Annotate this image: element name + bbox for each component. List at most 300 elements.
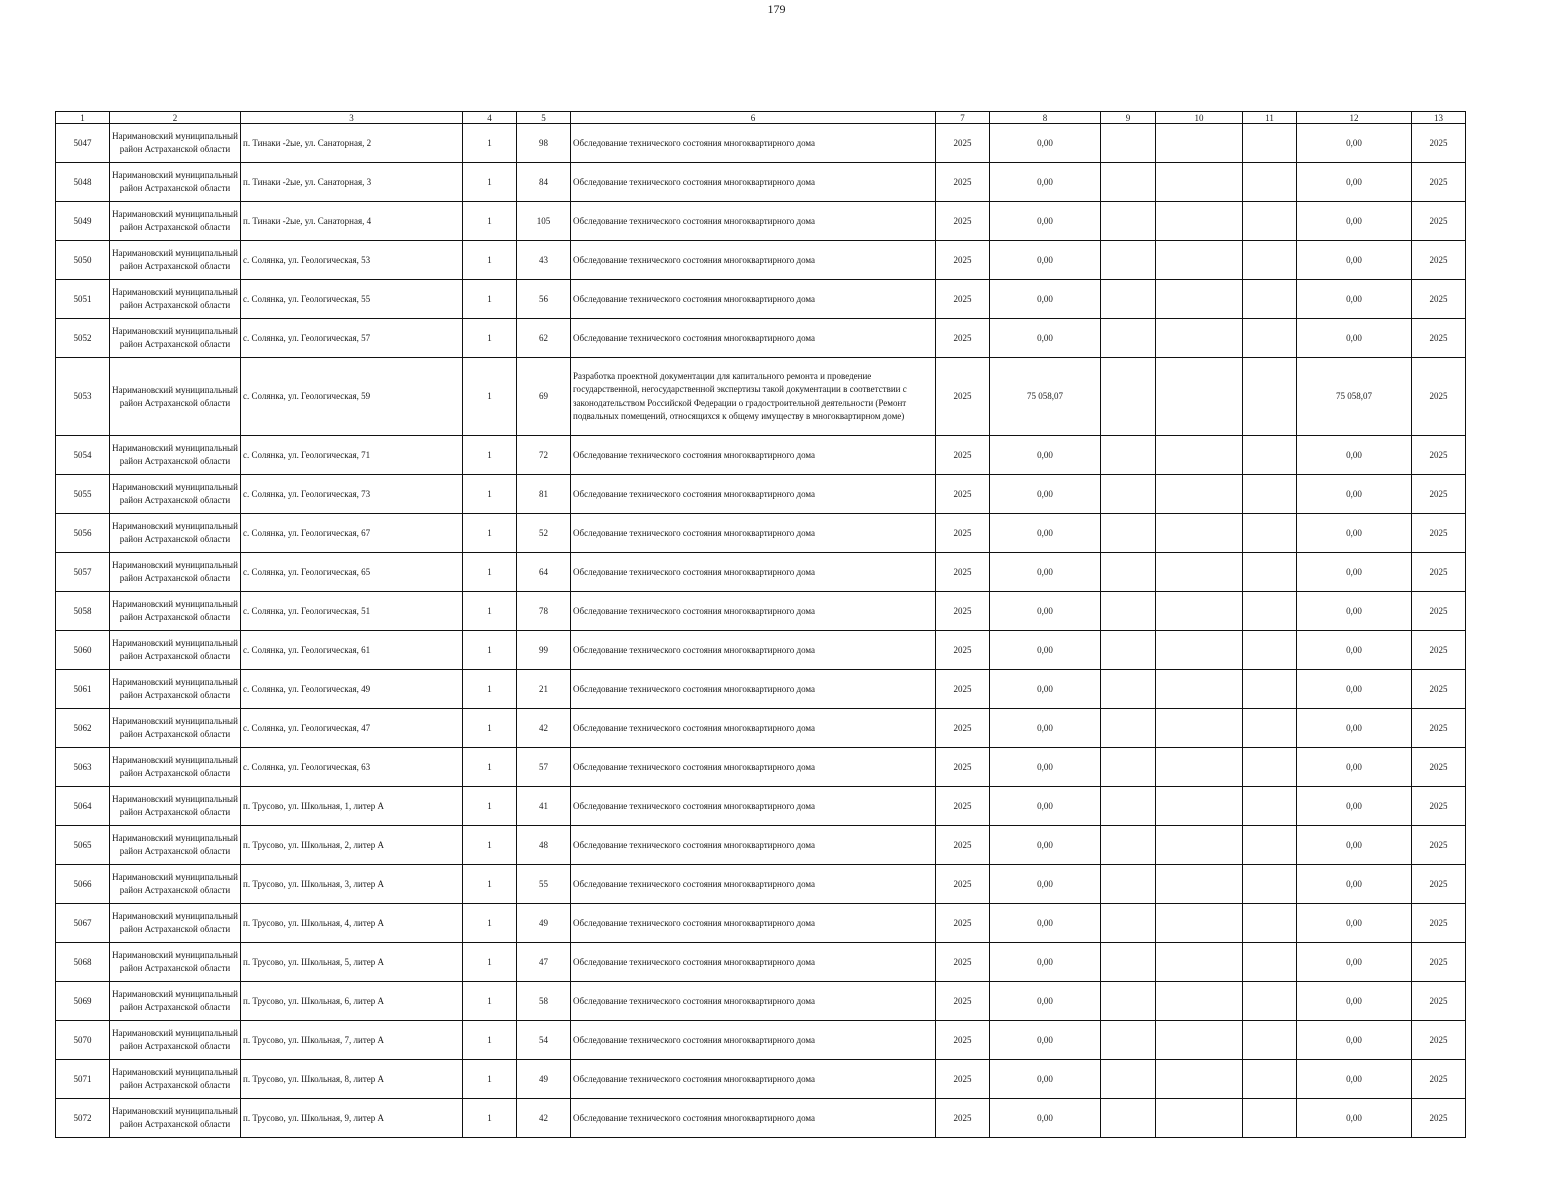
table-row bbox=[56, 514, 1466, 553]
year-cell: 2025 bbox=[936, 1021, 990, 1060]
table-row bbox=[56, 1021, 1466, 1060]
work-type-cell: Обследование технического состояния многоквартирного дома bbox=[571, 124, 936, 163]
municipality-cell: Наримановский муниципальный район Астраханской области bbox=[110, 1060, 241, 1099]
column-4-cell: 1 bbox=[463, 1021, 517, 1060]
column-12-cell: 0,00 bbox=[1297, 241, 1412, 280]
column-header: 1 bbox=[56, 112, 110, 124]
column-11-cell bbox=[1243, 1060, 1297, 1099]
column-header: 5 bbox=[517, 112, 571, 124]
column-10-cell bbox=[1156, 436, 1243, 475]
column-12-cell: 0,00 bbox=[1297, 553, 1412, 592]
year-cell: 2025 bbox=[936, 358, 990, 436]
address-cell: п. Тинаки -2ые, ул. Санаторная, 3 bbox=[241, 163, 463, 202]
municipality-cell: Наримановский муниципальный район Астраханской области bbox=[110, 748, 241, 787]
municipality-cell: Наримановский муниципальный район Астраханской области bbox=[110, 553, 241, 592]
municipality-cell: Наримановский муниципальный район Астраханской области bbox=[110, 319, 241, 358]
municipality-cell: Наримановский муниципальный район Астраханской области bbox=[110, 163, 241, 202]
row-number-cell: 5062 bbox=[56, 709, 110, 748]
address-cell: с. Солянка, ул. Геологическая, 63 bbox=[241, 748, 463, 787]
column-5-cell: 78 bbox=[517, 592, 571, 631]
column-12-cell: 0,00 bbox=[1297, 748, 1412, 787]
cost-cell: 0,00 bbox=[990, 631, 1101, 670]
cost-cell: 0,00 bbox=[990, 124, 1101, 163]
work-type-cell: Обследование технического состояния многоквартирного дома bbox=[571, 475, 936, 514]
table-row bbox=[56, 475, 1466, 514]
year-cell: 2025 bbox=[936, 514, 990, 553]
municipality-cell: Наримановский муниципальный район Астраханской области bbox=[110, 514, 241, 553]
column-4-cell: 1 bbox=[463, 592, 517, 631]
year-cell: 2025 bbox=[936, 592, 990, 631]
column-5-cell: 42 bbox=[517, 1099, 571, 1138]
municipality-cell: Наримановский муниципальный район Астраханской области bbox=[110, 826, 241, 865]
work-type-cell: Обследование технического состояния многоквартирного дома bbox=[571, 904, 936, 943]
column-header: 12 bbox=[1297, 112, 1412, 124]
column-header: 11 bbox=[1243, 112, 1297, 124]
row-number-cell: 5051 bbox=[56, 280, 110, 319]
row-number-cell: 5052 bbox=[56, 319, 110, 358]
column-4-cell: 1 bbox=[463, 904, 517, 943]
column-9-cell bbox=[1101, 436, 1156, 475]
column-4-cell: 1 bbox=[463, 202, 517, 241]
column-10-cell bbox=[1156, 631, 1243, 670]
work-type-cell: Обследование технического состояния многоквартирного дома bbox=[571, 748, 936, 787]
column-header: 7 bbox=[936, 112, 990, 124]
cost-cell: 0,00 bbox=[990, 1099, 1101, 1138]
year-cell: 2025 bbox=[936, 826, 990, 865]
year-cell: 2025 bbox=[936, 943, 990, 982]
column-12-cell: 0,00 bbox=[1297, 631, 1412, 670]
row-number-cell: 5065 bbox=[56, 826, 110, 865]
column-4-cell: 1 bbox=[463, 436, 517, 475]
cost-cell: 0,00 bbox=[990, 280, 1101, 319]
column-5-cell: 105 bbox=[517, 202, 571, 241]
column-13-cell: 2025 bbox=[1412, 631, 1466, 670]
table-row bbox=[56, 787, 1466, 826]
cost-cell: 0,00 bbox=[990, 241, 1101, 280]
column-5-cell: 81 bbox=[517, 475, 571, 514]
column-13-cell: 2025 bbox=[1412, 514, 1466, 553]
row-number-cell: 5054 bbox=[56, 436, 110, 475]
table-row bbox=[56, 709, 1466, 748]
column-10-cell bbox=[1156, 280, 1243, 319]
column-9-cell bbox=[1101, 865, 1156, 904]
column-11-cell bbox=[1243, 670, 1297, 709]
column-5-cell: 54 bbox=[517, 1021, 571, 1060]
year-cell: 2025 bbox=[936, 787, 990, 826]
column-13-cell: 2025 bbox=[1412, 358, 1466, 436]
column-11-cell bbox=[1243, 163, 1297, 202]
column-4-cell: 1 bbox=[463, 982, 517, 1021]
column-9-cell bbox=[1101, 553, 1156, 592]
column-9-cell bbox=[1101, 319, 1156, 358]
year-cell: 2025 bbox=[936, 904, 990, 943]
work-type-cell: Обследование технического состояния многоквартирного дома bbox=[571, 514, 936, 553]
column-12-cell: 0,00 bbox=[1297, 475, 1412, 514]
address-cell: п. Трусово, ул. Школьная, 8, литер А bbox=[241, 1060, 463, 1099]
work-type-cell: Обследование технического состояния многоквартирного дома bbox=[571, 865, 936, 904]
cost-cell: 0,00 bbox=[990, 826, 1101, 865]
row-number-cell: 5057 bbox=[56, 553, 110, 592]
column-5-cell: 84 bbox=[517, 163, 571, 202]
year-cell: 2025 bbox=[936, 436, 990, 475]
address-cell: с. Солянка, ул. Геологическая, 65 bbox=[241, 553, 463, 592]
address-cell: с. Солянка, ул. Геологическая, 67 bbox=[241, 514, 463, 553]
column-10-cell bbox=[1156, 514, 1243, 553]
column-10-cell bbox=[1156, 904, 1243, 943]
row-number-cell: 5058 bbox=[56, 592, 110, 631]
municipality-cell: Наримановский муниципальный район Астраханской области bbox=[110, 280, 241, 319]
column-11-cell bbox=[1243, 904, 1297, 943]
row-number-cell: 5067 bbox=[56, 904, 110, 943]
municipality-cell: Наримановский муниципальный район Астраханской области bbox=[110, 709, 241, 748]
cost-cell: 0,00 bbox=[990, 670, 1101, 709]
column-13-cell: 2025 bbox=[1412, 124, 1466, 163]
column-number-header-row bbox=[56, 112, 1466, 124]
column-header: 8 bbox=[990, 112, 1101, 124]
column-4-cell: 1 bbox=[463, 553, 517, 592]
address-cell: п. Трусово, ул. Школьная, 5, литер А bbox=[241, 943, 463, 982]
column-13-cell: 2025 bbox=[1412, 748, 1466, 787]
column-13-cell: 2025 bbox=[1412, 865, 1466, 904]
column-9-cell bbox=[1101, 709, 1156, 748]
column-11-cell bbox=[1243, 943, 1297, 982]
column-5-cell: 98 bbox=[517, 124, 571, 163]
address-cell: п. Тинаки -2ые, ул. Санаторная, 4 bbox=[241, 202, 463, 241]
table-row bbox=[56, 943, 1466, 982]
row-number-cell: 5056 bbox=[56, 514, 110, 553]
column-5-cell: 52 bbox=[517, 514, 571, 553]
work-type-cell: Обследование технического состояния многоквартирного дома bbox=[571, 787, 936, 826]
row-number-cell: 5070 bbox=[56, 1021, 110, 1060]
row-number-cell: 5049 bbox=[56, 202, 110, 241]
column-9-cell bbox=[1101, 1060, 1156, 1099]
year-cell: 2025 bbox=[936, 475, 990, 514]
year-cell: 2025 bbox=[936, 280, 990, 319]
column-12-cell: 0,00 bbox=[1297, 1021, 1412, 1060]
column-4-cell: 1 bbox=[463, 748, 517, 787]
column-9-cell bbox=[1101, 592, 1156, 631]
column-4-cell: 1 bbox=[463, 865, 517, 904]
cost-cell: 0,00 bbox=[990, 553, 1101, 592]
year-cell: 2025 bbox=[936, 1060, 990, 1099]
column-5-cell: 56 bbox=[517, 280, 571, 319]
cost-cell: 0,00 bbox=[990, 592, 1101, 631]
column-5-cell: 55 bbox=[517, 865, 571, 904]
column-12-cell: 75 058,07 bbox=[1297, 358, 1412, 436]
work-type-cell: Обследование технического состояния многоквартирного дома bbox=[571, 202, 936, 241]
column-10-cell bbox=[1156, 1021, 1243, 1060]
column-12-cell: 0,00 bbox=[1297, 124, 1412, 163]
column-header: 13 bbox=[1412, 112, 1466, 124]
cost-cell: 0,00 bbox=[990, 709, 1101, 748]
table-row bbox=[56, 553, 1466, 592]
year-cell: 2025 bbox=[936, 241, 990, 280]
column-11-cell bbox=[1243, 553, 1297, 592]
column-header: 3 bbox=[241, 112, 463, 124]
municipality-cell: Наримановский муниципальный район Астраханской области bbox=[110, 241, 241, 280]
column-4-cell: 1 bbox=[463, 514, 517, 553]
year-cell: 2025 bbox=[936, 982, 990, 1021]
works-table bbox=[55, 111, 1466, 1138]
column-13-cell: 2025 bbox=[1412, 553, 1466, 592]
column-4-cell: 1 bbox=[463, 943, 517, 982]
column-9-cell bbox=[1101, 1099, 1156, 1138]
column-10-cell bbox=[1156, 124, 1243, 163]
cost-cell: 0,00 bbox=[990, 904, 1101, 943]
column-9-cell bbox=[1101, 787, 1156, 826]
column-11-cell bbox=[1243, 280, 1297, 319]
column-10-cell bbox=[1156, 241, 1243, 280]
column-10-cell bbox=[1156, 865, 1243, 904]
column-13-cell: 2025 bbox=[1412, 982, 1466, 1021]
address-cell: с. Солянка, ул. Геологическая, 47 bbox=[241, 709, 463, 748]
cost-cell: 0,00 bbox=[990, 1021, 1101, 1060]
column-13-cell: 2025 bbox=[1412, 787, 1466, 826]
column-5-cell: 57 bbox=[517, 748, 571, 787]
column-11-cell bbox=[1243, 631, 1297, 670]
address-cell: с. Солянка, ул. Геологическая, 51 bbox=[241, 592, 463, 631]
column-13-cell: 2025 bbox=[1412, 163, 1466, 202]
column-10-cell bbox=[1156, 358, 1243, 436]
municipality-cell: Наримановский муниципальный район Астраханской области bbox=[110, 631, 241, 670]
table-row bbox=[56, 202, 1466, 241]
work-type-cell: Обследование технического состояния многоквартирного дома bbox=[571, 163, 936, 202]
column-11-cell bbox=[1243, 1021, 1297, 1060]
column-5-cell: 62 bbox=[517, 319, 571, 358]
column-9-cell bbox=[1101, 358, 1156, 436]
address-cell: с. Солянка, ул. Геологическая, 49 bbox=[241, 670, 463, 709]
work-type-cell: Обследование технического состояния многоквартирного дома bbox=[571, 319, 936, 358]
column-13-cell: 2025 bbox=[1412, 1021, 1466, 1060]
cost-cell: 0,00 bbox=[990, 163, 1101, 202]
municipality-cell: Наримановский муниципальный район Астраханской области bbox=[110, 124, 241, 163]
row-number-cell: 5047 bbox=[56, 124, 110, 163]
work-type-cell: Обследование технического состояния многоквартирного дома bbox=[571, 280, 936, 319]
address-cell: п. Трусово, ул. Школьная, 1, литер А bbox=[241, 787, 463, 826]
column-4-cell: 1 bbox=[463, 241, 517, 280]
page-number: 179 bbox=[767, 2, 786, 16]
column-header: 10 bbox=[1156, 112, 1243, 124]
column-11-cell bbox=[1243, 475, 1297, 514]
column-12-cell: 0,00 bbox=[1297, 943, 1412, 982]
work-type-cell: Обследование технического состояния многоквартирного дома bbox=[571, 241, 936, 280]
column-10-cell bbox=[1156, 163, 1243, 202]
column-5-cell: 49 bbox=[517, 1060, 571, 1099]
work-type-cell: Обследование технического состояния многоквартирного дома bbox=[571, 982, 936, 1021]
cost-cell: 0,00 bbox=[990, 943, 1101, 982]
table-row bbox=[56, 1060, 1466, 1099]
municipality-cell: Наримановский муниципальный район Астраханской области bbox=[110, 358, 241, 436]
row-number-cell: 5048 bbox=[56, 163, 110, 202]
municipality-cell: Наримановский муниципальный район Астраханской области bbox=[110, 904, 241, 943]
cost-cell: 0,00 bbox=[990, 475, 1101, 514]
row-number-cell: 5066 bbox=[56, 865, 110, 904]
table-row bbox=[56, 904, 1466, 943]
row-number-cell: 5069 bbox=[56, 982, 110, 1021]
row-number-cell: 5071 bbox=[56, 1060, 110, 1099]
column-10-cell bbox=[1156, 709, 1243, 748]
column-12-cell: 0,00 bbox=[1297, 436, 1412, 475]
municipality-cell: Наримановский муниципальный район Астраханской области bbox=[110, 1021, 241, 1060]
column-9-cell bbox=[1101, 202, 1156, 241]
address-cell: п. Трусово, ул. Школьная, 4, литер А bbox=[241, 904, 463, 943]
column-10-cell bbox=[1156, 787, 1243, 826]
address-cell: п. Трусово, ул. Школьная, 6, литер А bbox=[241, 982, 463, 1021]
column-9-cell bbox=[1101, 670, 1156, 709]
column-12-cell: 0,00 bbox=[1297, 163, 1412, 202]
column-12-cell: 0,00 bbox=[1297, 826, 1412, 865]
column-12-cell: 0,00 bbox=[1297, 1099, 1412, 1138]
column-12-cell: 0,00 bbox=[1297, 514, 1412, 553]
column-4-cell: 1 bbox=[463, 709, 517, 748]
cost-cell: 0,00 bbox=[990, 202, 1101, 241]
year-cell: 2025 bbox=[936, 670, 990, 709]
municipality-cell: Наримановский муниципальный район Астраханской области bbox=[110, 670, 241, 709]
column-12-cell: 0,00 bbox=[1297, 904, 1412, 943]
year-cell: 2025 bbox=[936, 553, 990, 592]
year-cell: 2025 bbox=[936, 709, 990, 748]
column-9-cell bbox=[1101, 943, 1156, 982]
column-10-cell bbox=[1156, 202, 1243, 241]
column-4-cell: 1 bbox=[463, 358, 517, 436]
column-11-cell bbox=[1243, 709, 1297, 748]
column-5-cell: 48 bbox=[517, 826, 571, 865]
column-9-cell bbox=[1101, 982, 1156, 1021]
column-9-cell bbox=[1101, 904, 1156, 943]
column-5-cell: 41 bbox=[517, 787, 571, 826]
column-11-cell bbox=[1243, 124, 1297, 163]
year-cell: 2025 bbox=[936, 865, 990, 904]
row-number-cell: 5055 bbox=[56, 475, 110, 514]
year-cell: 2025 bbox=[936, 319, 990, 358]
row-number-cell: 5060 bbox=[56, 631, 110, 670]
column-4-cell: 1 bbox=[463, 787, 517, 826]
column-12-cell: 0,00 bbox=[1297, 280, 1412, 319]
column-13-cell: 2025 bbox=[1412, 904, 1466, 943]
column-11-cell bbox=[1243, 1099, 1297, 1138]
table-row bbox=[56, 358, 1466, 436]
column-11-cell bbox=[1243, 514, 1297, 553]
column-10-cell bbox=[1156, 553, 1243, 592]
column-5-cell: 72 bbox=[517, 436, 571, 475]
column-4-cell: 1 bbox=[463, 319, 517, 358]
column-5-cell: 69 bbox=[517, 358, 571, 436]
column-13-cell: 2025 bbox=[1412, 241, 1466, 280]
column-4-cell: 1 bbox=[463, 475, 517, 514]
column-9-cell bbox=[1101, 631, 1156, 670]
address-cell: с. Солянка, ул. Геологическая, 61 bbox=[241, 631, 463, 670]
address-cell: п. Тинаки -2ые, ул. Санаторная, 2 bbox=[241, 124, 463, 163]
municipality-cell: Наримановский муниципальный район Астраханской области bbox=[110, 436, 241, 475]
work-type-cell: Обследование технического состояния многоквартирного дома bbox=[571, 709, 936, 748]
column-5-cell: 49 bbox=[517, 904, 571, 943]
table-row bbox=[56, 1099, 1466, 1138]
work-type-cell: Обследование технического состояния многоквартирного дома bbox=[571, 1021, 936, 1060]
table-row bbox=[56, 592, 1466, 631]
column-9-cell bbox=[1101, 163, 1156, 202]
municipality-cell: Наримановский муниципальный район Астраханской области bbox=[110, 865, 241, 904]
work-type-cell: Обследование технического состояния многоквартирного дома bbox=[571, 670, 936, 709]
column-header: 2 bbox=[110, 112, 241, 124]
column-4-cell: 1 bbox=[463, 1060, 517, 1099]
column-13-cell: 2025 bbox=[1412, 826, 1466, 865]
column-4-cell: 1 bbox=[463, 670, 517, 709]
work-type-cell: Обследование технического состояния многоквартирного дома bbox=[571, 553, 936, 592]
year-cell: 2025 bbox=[936, 748, 990, 787]
year-cell: 2025 bbox=[936, 1099, 990, 1138]
column-10-cell bbox=[1156, 475, 1243, 514]
column-10-cell bbox=[1156, 592, 1243, 631]
column-11-cell bbox=[1243, 436, 1297, 475]
column-12-cell: 0,00 bbox=[1297, 709, 1412, 748]
column-13-cell: 2025 bbox=[1412, 280, 1466, 319]
column-13-cell: 2025 bbox=[1412, 709, 1466, 748]
table-row bbox=[56, 631, 1466, 670]
table-row bbox=[56, 982, 1466, 1021]
column-12-cell: 0,00 bbox=[1297, 787, 1412, 826]
column-13-cell: 2025 bbox=[1412, 1060, 1466, 1099]
cost-cell: 0,00 bbox=[990, 787, 1101, 826]
address-cell: п. Трусово, ул. Школьная, 7, литер А bbox=[241, 1021, 463, 1060]
column-4-cell: 1 bbox=[463, 280, 517, 319]
column-11-cell bbox=[1243, 826, 1297, 865]
column-11-cell bbox=[1243, 748, 1297, 787]
column-13-cell: 2025 bbox=[1412, 943, 1466, 982]
column-4-cell: 1 bbox=[463, 124, 517, 163]
column-13-cell: 2025 bbox=[1412, 1099, 1466, 1138]
address-cell: п. Трусово, ул. Школьная, 9, литер А bbox=[241, 1099, 463, 1138]
column-13-cell: 2025 bbox=[1412, 475, 1466, 514]
year-cell: 2025 bbox=[936, 631, 990, 670]
column-header: 9 bbox=[1101, 112, 1156, 124]
row-number-cell: 5050 bbox=[56, 241, 110, 280]
municipality-cell: Наримановский муниципальный район Астраханской области bbox=[110, 202, 241, 241]
row-number-cell: 5061 bbox=[56, 670, 110, 709]
year-cell: 2025 bbox=[936, 202, 990, 241]
cost-cell: 0,00 bbox=[990, 748, 1101, 787]
column-13-cell: 2025 bbox=[1412, 436, 1466, 475]
table-row bbox=[56, 826, 1466, 865]
table-row bbox=[56, 163, 1466, 202]
column-9-cell bbox=[1101, 475, 1156, 514]
column-12-cell: 0,00 bbox=[1297, 670, 1412, 709]
column-4-cell: 1 bbox=[463, 1099, 517, 1138]
cost-cell: 0,00 bbox=[990, 436, 1101, 475]
column-9-cell bbox=[1101, 748, 1156, 787]
work-type-cell: Обследование технического состояния многоквартирного дома bbox=[571, 592, 936, 631]
table-row bbox=[56, 748, 1466, 787]
column-12-cell: 0,00 bbox=[1297, 319, 1412, 358]
address-cell: с. Солянка, ул. Геологическая, 73 bbox=[241, 475, 463, 514]
table-row bbox=[56, 280, 1466, 319]
column-10-cell bbox=[1156, 670, 1243, 709]
cost-cell: 0,00 bbox=[990, 319, 1101, 358]
table-row bbox=[56, 436, 1466, 475]
work-type-cell: Разработка проектной документации для капитального ремонта и проведение государственной, негосударственной экспертизы такой документации в соответствии с законодательством Российской Федерации о градостроительной деятельности (Ремонт подвальных помещений, относящихся к общему имуществу в многоквартирном доме) bbox=[571, 358, 936, 436]
municipality-cell: Наримановский муниципальный район Астраханской области bbox=[110, 943, 241, 982]
municipality-cell: Наримановский муниципальный район Астраханской области bbox=[110, 982, 241, 1021]
column-11-cell bbox=[1243, 241, 1297, 280]
work-type-cell: Обследование технического состояния многоквартирного дома bbox=[571, 1099, 936, 1138]
address-cell: п. Трусово, ул. Школьная, 3, литер А bbox=[241, 865, 463, 904]
work-type-cell: Обследование технического состояния многоквартирного дома bbox=[571, 826, 936, 865]
table-row bbox=[56, 865, 1466, 904]
column-9-cell bbox=[1101, 1021, 1156, 1060]
column-5-cell: 21 bbox=[517, 670, 571, 709]
row-number-cell: 5063 bbox=[56, 748, 110, 787]
cost-cell: 0,00 bbox=[990, 1060, 1101, 1099]
cost-cell: 0,00 bbox=[990, 865, 1101, 904]
